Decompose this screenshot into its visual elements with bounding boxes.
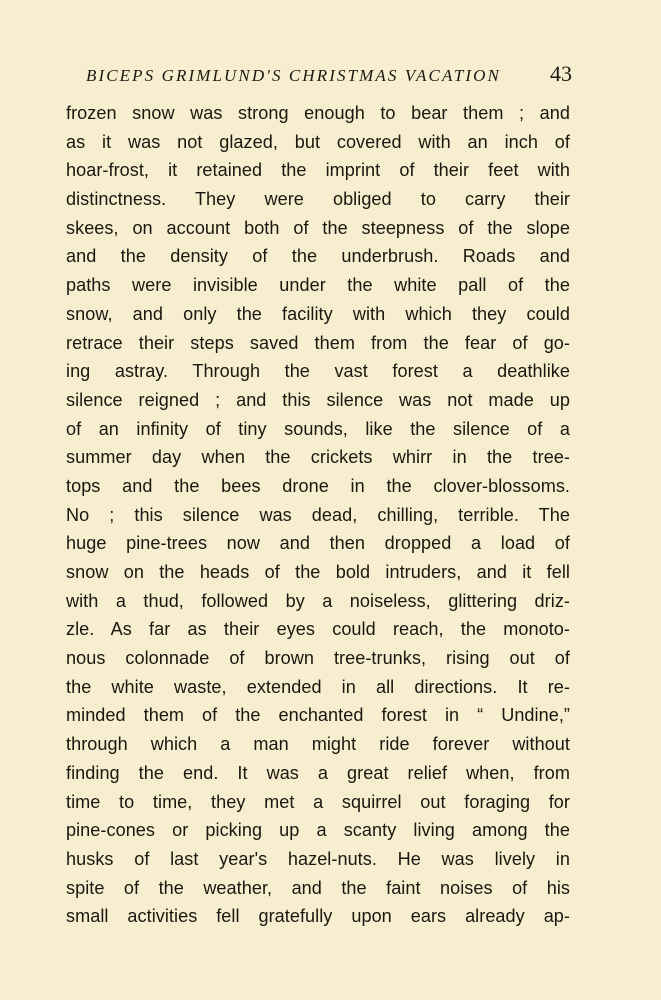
text-line: snow on the heads of the bold intruders, and it fell [66, 562, 570, 582]
text-line: huge pine-trees now and then dropped a load of [66, 533, 570, 554]
text-line: as it was not glazed, but covered with an inch of [66, 131, 570, 152]
text-line: tops and the bees drone in the clover-blossoms. [66, 475, 570, 496]
text-line: time to time, they met a squirrel out foraging for [66, 791, 570, 812]
text-line: paths were invisible under the white pall of the [66, 275, 570, 296]
text-line: spite of the weather, and the faint noises of his [66, 877, 570, 898]
text-line: the white waste, extended in all directions. It re- [66, 676, 570, 697]
running-header [62, 61, 574, 88]
text-line: minded them of the enchanted forest in “ Undine,” [66, 705, 570, 726]
text-line: zle. As far as their eyes could reach, the monoto- [66, 619, 570, 640]
running-title: BICEPS GRIMLUND'S CHRISTMAS VACATION [86, 66, 501, 85]
text-line: distinctness. They were obliged to carry their [66, 189, 570, 210]
text-line: small activities fell gratefully upon ears already ap- [66, 906, 570, 927]
text-line: silence reigned ; and this silence was not made up [66, 389, 570, 410]
text-line: frozen snow was strong enough to bear them ; and [66, 103, 570, 123]
text-line: ing astray. Through the vast forest a deathlike [66, 361, 570, 382]
text-line: of an infinity of tiny sounds, like the silence of a [66, 418, 570, 439]
text-line: pine-cones or picking up a scanty living among the [66, 820, 570, 841]
text-line: nous colonnade of brown tree-trunks, rising out of [66, 648, 570, 669]
page-number: 43 [550, 61, 572, 86]
text-line: through which a man might ride forever without [66, 734, 570, 755]
text-line: with a thud, followed by a noiseless, glittering driz- [66, 590, 570, 611]
body-text [66, 99, 570, 931]
text-line: snow, and only the facility with which they could [66, 303, 570, 324]
text-line: hoar-frost, it retained the imprint of their feet with [66, 160, 570, 181]
text-line: retrace their steps saved them from the fear of go- [66, 332, 570, 353]
text-line: summer day when the crickets whirr in the tree- [66, 447, 570, 468]
text-line: No ; this silence was dead, chilling, terrible. The [66, 504, 570, 525]
text-line: skees, on account both of the steepness of the slope [66, 217, 570, 238]
text-line: and the density of the underbrush. Roads and [66, 246, 570, 267]
text-line: husks of last year's hazel-nuts. He was lively in [66, 848, 570, 869]
text-line: finding the end. It was a great relief when, from [66, 762, 570, 783]
